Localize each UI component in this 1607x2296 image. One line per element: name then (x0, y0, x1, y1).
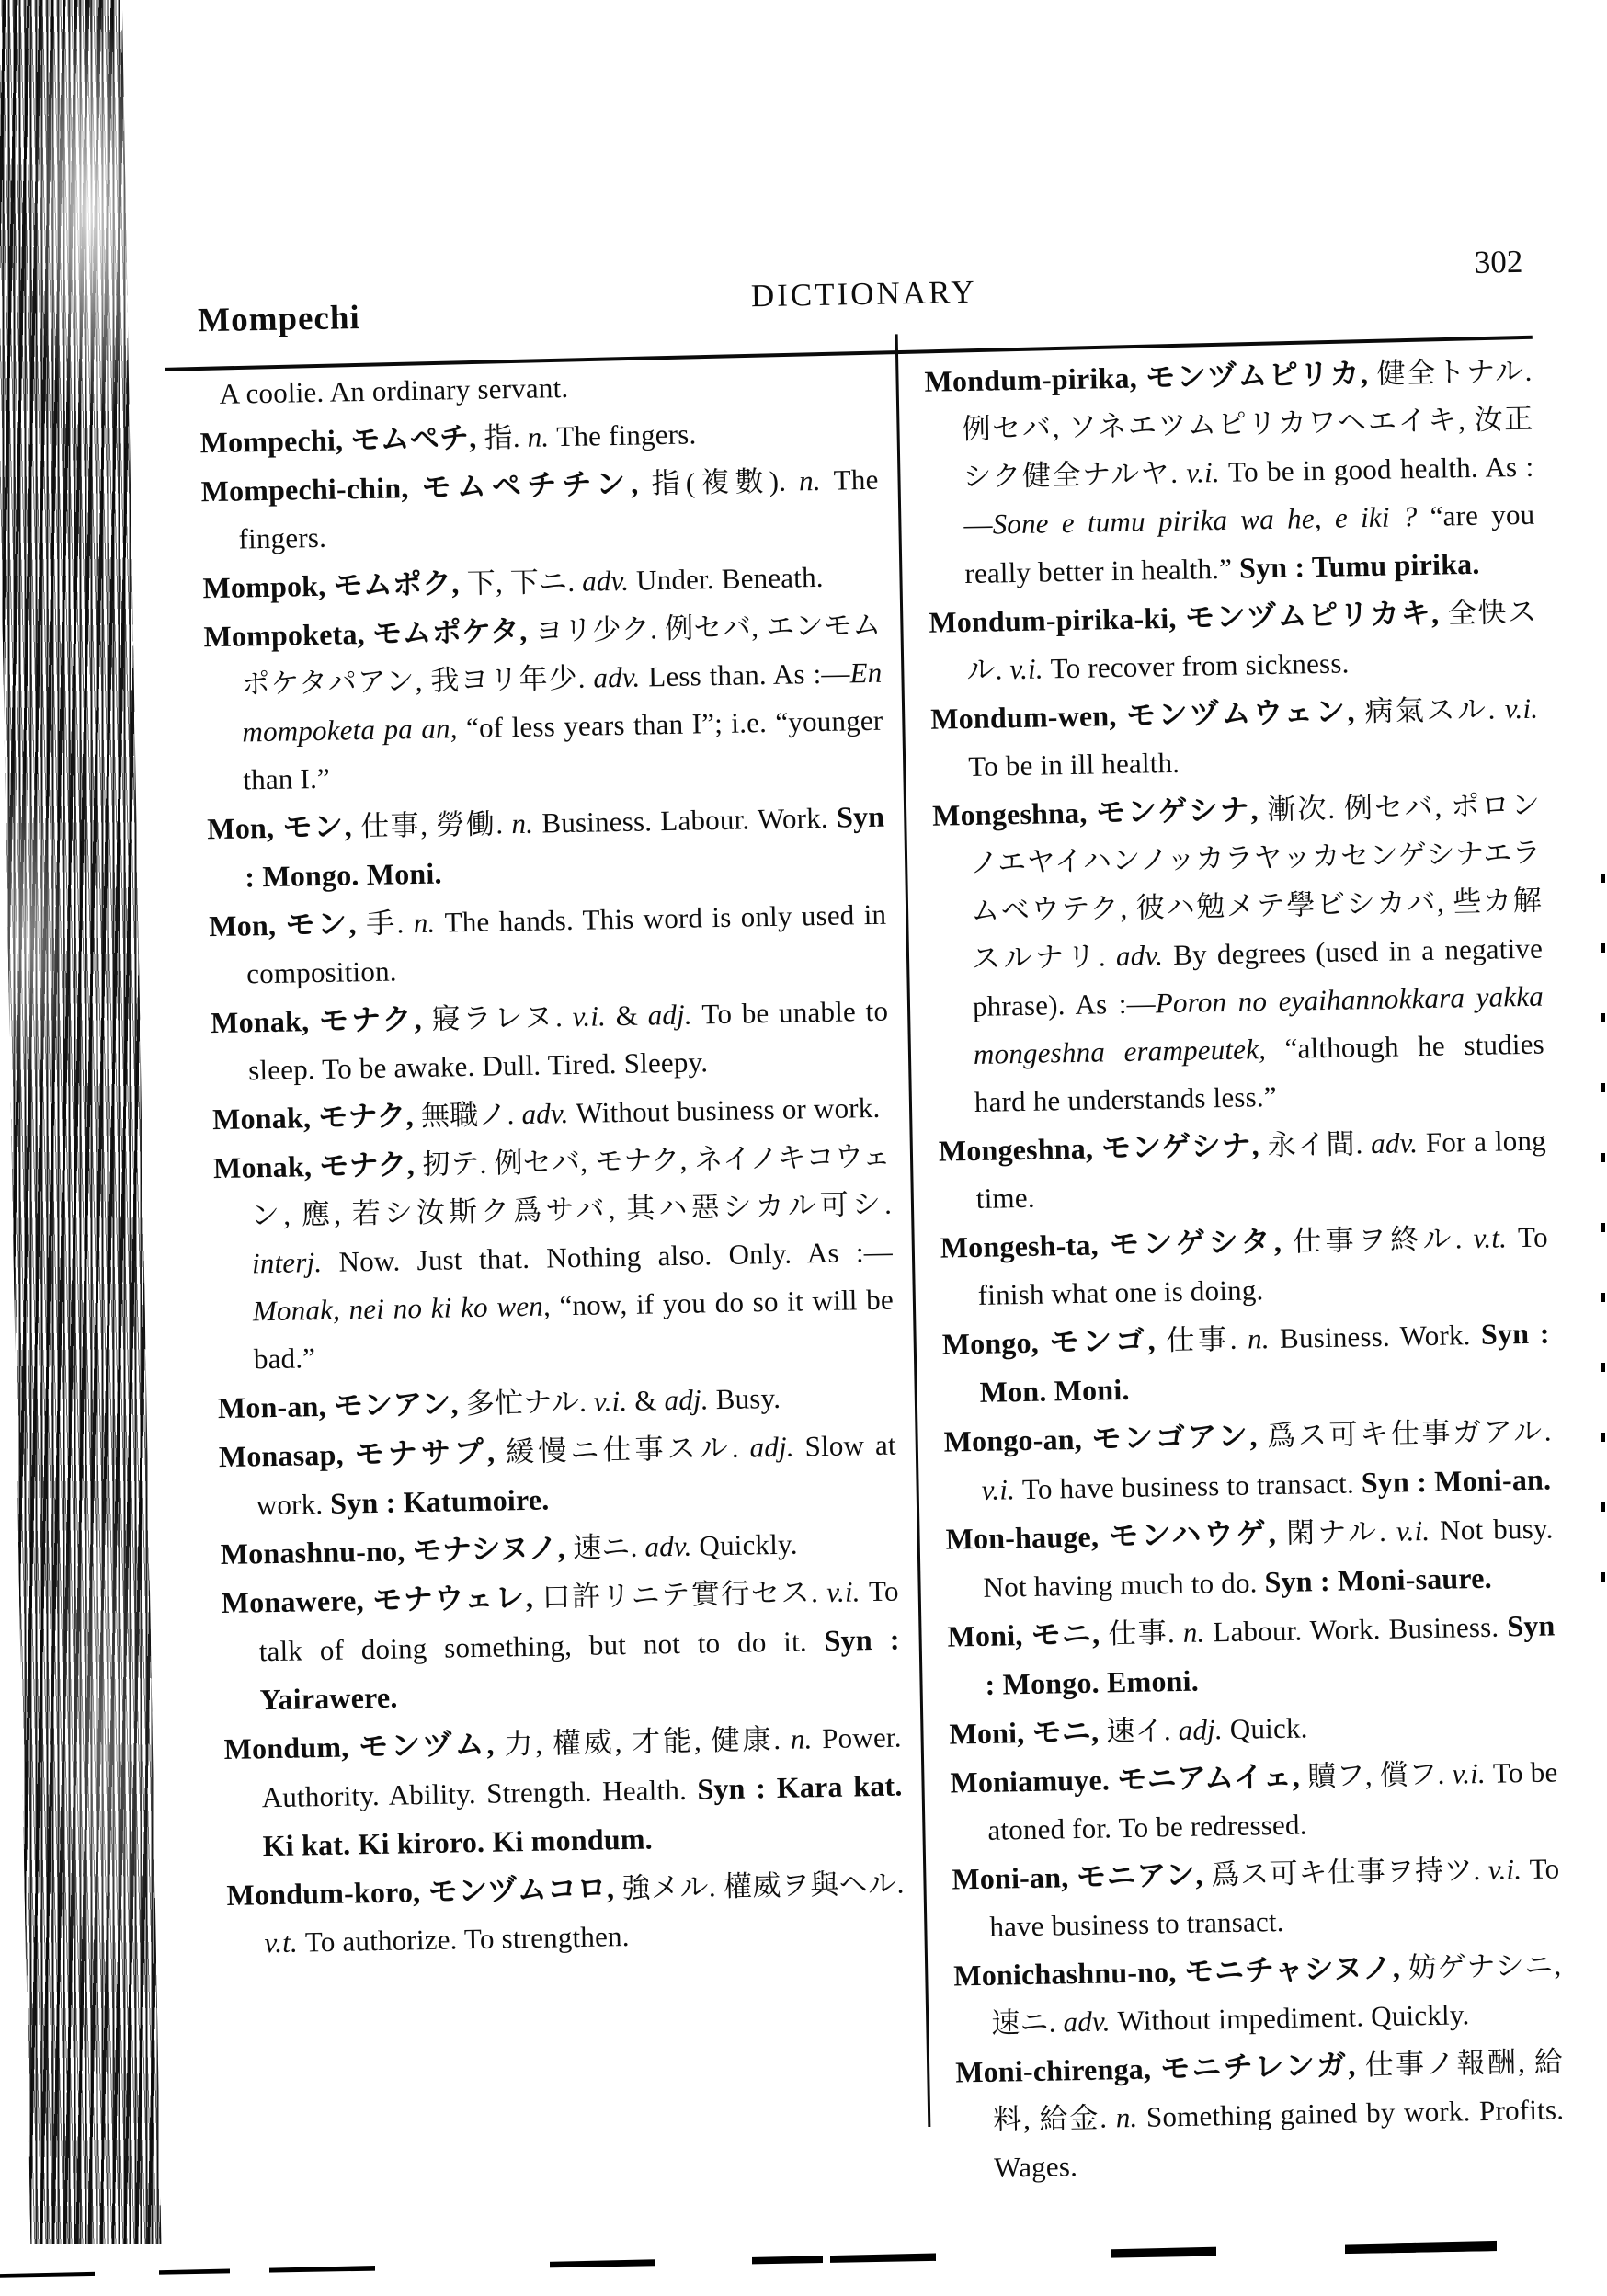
entry-segment: n. (1115, 2100, 1147, 2134)
entry-segment: adv. (593, 660, 649, 694)
entry-segment: adv. (1115, 938, 1174, 973)
dictionary-entry (203, 600, 884, 805)
entry-segment: Monashnu-no, モナシヌノ, (220, 1531, 574, 1571)
entry-segment: Syn : Katumoire. (329, 1482, 550, 1520)
entry-segment: Labour. Work. Business. (1213, 1610, 1508, 1649)
entry-segment: 病氣スル. (1363, 692, 1506, 728)
header-guide-word: Mompechi (197, 299, 361, 340)
entry-segment: 健全トナル. 例セバ, ソネエツムピリカワヘエイキ, 汝正シク健全ナルヤ. (962, 354, 1533, 494)
entry-segment: 速イ. (1106, 1714, 1180, 1748)
column-right (924, 347, 1565, 2193)
entry-segment: v.i. (1396, 1514, 1441, 1548)
dictionary-entry (932, 781, 1546, 1127)
entry-segment: 手. (365, 907, 415, 941)
entry-segment: Mon-an, モンアン, (217, 1387, 467, 1425)
dictionary-entry (924, 347, 1536, 599)
entry-segment: A coolie. An ordinary servant. (219, 371, 569, 410)
dictionary-entry (218, 1421, 897, 1530)
entry-segment: 仕事ノ報酬, 給料, 給金. (992, 2045, 1564, 2136)
entry-segment: Under. Beneath. (635, 560, 824, 597)
entry-segment: “although he studies hard he understands less.” (974, 1027, 1545, 1118)
entry-segment: Monak, nei no ki ko wen, (252, 1289, 560, 1328)
entry-segment: To authorize. To strengthen. (304, 1919, 630, 1959)
entry-segment: n. (790, 1722, 823, 1755)
entry-segment: 寢ラレヌ. (431, 1000, 573, 1035)
entry-segment: Mon-hauge, モンハウゲ, (945, 1515, 1287, 1556)
entry-segment: 下, 下ニ. (466, 565, 583, 600)
entry-segment: Slow at work. (256, 1428, 897, 1522)
entry-segment: Mongo, モンゴ, (941, 1323, 1167, 1361)
entry-segment: Monak, モナク, (210, 1001, 432, 1040)
entry-segment: 永イ間. (1267, 1127, 1372, 1162)
entry-segment: To be in ill health. (967, 746, 1180, 783)
entry-segment: v.i. (826, 1575, 870, 1608)
entry-segment: Moni, モニ, (947, 1616, 1109, 1653)
entry-segment: adv. (521, 1096, 576, 1130)
dictionary-entry (226, 1858, 906, 1967)
entry-segment: 力, 權威, 才能, 健康. (504, 1722, 792, 1761)
entry-segment: Mongeshna, モンゲシナ, (938, 1128, 1269, 1168)
entry-segment: n. (511, 806, 542, 840)
entry-segment: v.i. (1186, 455, 1229, 489)
entry-segment: Monak, モナク, (211, 1098, 422, 1137)
entry-segment: adv. (1063, 2005, 1118, 2039)
entry-segment: Mondum-koro, モンヅムコロ, (226, 1871, 622, 1912)
entry-segment: Mon, モン, (207, 809, 361, 846)
entry-segment: 閑ナル. (1285, 1514, 1397, 1549)
entry-segment: 速ニ. (572, 1530, 645, 1565)
entry-segment: 多忙ナル. (465, 1385, 595, 1421)
entry-segment: Busy. (715, 1381, 781, 1416)
entry-segment: Syn : Mon. Moni. (979, 1316, 1550, 1409)
entry-segment: Monak, モナク, (212, 1147, 423, 1185)
entry-segment: To have business to transact. (1021, 1467, 1362, 1506)
entry-segment: 無職ノ. (420, 1097, 522, 1132)
entry-segment: Mondum-pirika, モンヅムピリカ, (924, 356, 1377, 398)
entry-segment: 仕事. (1166, 1322, 1248, 1357)
entry-segment: Less than. As :— (647, 657, 850, 693)
entry-segment: The fingers. (238, 463, 879, 555)
entry-segment: Mompechi-chin, モムペチチン, (200, 466, 652, 508)
entry-segment: Mon, モン, (208, 907, 367, 943)
entry-segment: En mompoketa pa an, (242, 656, 883, 748)
entry-segment: “are you really better in health.” (964, 497, 1535, 590)
entry-segment: To be unable to sleep. To be awake. Dull. Tired. Sleepy. (247, 994, 889, 1087)
dictionary-entry (945, 1503, 1555, 1612)
entry-segment: v.i. (572, 1000, 607, 1033)
entry-segment: n. (1182, 1616, 1214, 1649)
entry-segment: Sone e tumu pirika wa he, e iki ? (992, 499, 1430, 541)
entry-segment: Syn : Mongo. Emoni. (985, 1608, 1556, 1701)
entry-segment: Mongo-an, モンゴアン, (943, 1419, 1268, 1458)
entry-segment: v.i. (981, 1473, 1023, 1506)
entry-segment: 扨テ. 例セバ, モナク, ネイノキコウェン, 應, 若シ汝斯ク爲サバ, 其ハ惡シカル可シ. (250, 1139, 893, 1232)
page-number: 302 (1474, 243, 1523, 280)
entry-segment: “of less years than I”; i.e. “younger than I.” (243, 703, 883, 796)
entry-segment: Syn : Tumu pirika. (1238, 546, 1480, 585)
entry-segment: Business. Work. (1279, 1318, 1482, 1354)
page-edge-specks (1601, 874, 1605, 1582)
entry-segment: Syn : Moni-an. (1361, 1462, 1552, 1500)
entry-segment: 指. (484, 420, 528, 454)
entry-segment: 仕事ヲ終ル. (1292, 1222, 1474, 1258)
entry-segment: 漸次. 例セバ, ポロンノエヤイハンノッカラヤッカセンゲシナエラムベウテク, 彼ハ勉メテ學ビシカバ, 些カ解スルナリ. (969, 788, 1543, 975)
entry-segment: & (605, 999, 648, 1033)
entry-segment: 口許リニテ實行セス. (541, 1575, 827, 1614)
dictionary-entry (953, 1940, 1563, 2048)
page-header (197, 243, 1531, 344)
dictionary-entry (209, 890, 888, 999)
entry-segment: The hands. This word is only used in composition. (245, 897, 887, 990)
entry-segment: Without impediment. Quickly. (1117, 1998, 1470, 2038)
entry-segment: Business. Labour. Work. (541, 801, 838, 840)
entry-segment: Quickly. (699, 1527, 798, 1562)
entry-segment: & (627, 1384, 665, 1417)
entry-segment: 贖フ, 償フ. (1306, 1757, 1453, 1793)
entry-segment: v.i. (593, 1384, 628, 1418)
entry-segment: Mondum-wen, モンヅムウェン, (929, 694, 1365, 736)
entry-segment: Not busy. Not having much to do. (983, 1512, 1554, 1604)
entry-segment: v.t. (264, 1925, 306, 1959)
entry-segment: ヨリ少ク. 例セバ, エンモムポケタパアン, 我ヨリ年少. (241, 608, 882, 701)
dictionary-entry (207, 793, 886, 902)
dictionary-entry (929, 588, 1538, 695)
entry-segment: For a long time. (975, 1124, 1547, 1215)
entry-segment: To be in good health. As :— (963, 450, 1534, 542)
entry-segment: The fingers. (555, 417, 697, 453)
dictionary-entry (221, 1567, 901, 1725)
dictionary-entry (211, 987, 890, 1095)
entry-segment: Moni-chirenga, モニチレンガ, (954, 2048, 1366, 2089)
entry-segment: v.i. (1504, 691, 1539, 725)
entry-segment: Moniamuye. モニアムイェ, (950, 1759, 1308, 1799)
entry-segment: 爲ス可キ仕事ヲ持ツ. (1211, 1853, 1489, 1891)
entry-segment: n. (1247, 1321, 1281, 1355)
entry-segment: Mongesh-ta, モンゲシタ, (940, 1224, 1294, 1264)
entry-segment: Mondum, モンヅム, (223, 1727, 505, 1766)
entry-segment: v.i. (1009, 652, 1052, 686)
entry-segment: To recover from sickness. (1050, 646, 1350, 685)
entry-segment: 指(複數). (651, 464, 800, 500)
entry-segment: Something gained by work. Profits. Wages. (993, 2093, 1565, 2184)
entry-segment: adj. (749, 1430, 805, 1464)
dictionary-entry (947, 1601, 1556, 1709)
entry-segment: Syn : Mongo. Moni. (244, 799, 885, 894)
entry-segment: adv. (581, 564, 637, 598)
entry-segment: 全快スル. (966, 595, 1537, 687)
dictionary-entry (930, 684, 1540, 792)
entry-segment: To finish what one is doing. (977, 1220, 1549, 1311)
entry-segment: adj. (1178, 1712, 1231, 1746)
entry-segment: adj. (647, 998, 702, 1032)
column-left (199, 359, 906, 1968)
entry-segment: To be atoned for. To be redressed. (987, 1755, 1558, 1846)
entry-segment: Mongeshna, モンゲシナ, (931, 793, 1268, 832)
entry-segment: interj. (251, 1245, 339, 1280)
dictionary-entry (223, 1713, 904, 1871)
entry-segment: 仕事, 勞働. (359, 807, 512, 843)
entry-segment: Monawere, モナウェレ, (221, 1580, 542, 1620)
entry-segment: Without business or work. (576, 1091, 881, 1129)
entry-segment: Quick. (1229, 1711, 1308, 1745)
dictionary-entry (941, 1309, 1551, 1418)
entry-segment: 妨ゲナシニ, 速ニ. (990, 1948, 1562, 2039)
entry-segment: To talk of doing something, but not to do it. (258, 1574, 899, 1668)
entry-segment: Syn : Yairawere. (259, 1622, 900, 1717)
entry-segment: Mompoketa, モムポケタ, (203, 613, 536, 654)
dictionary-entry (952, 1844, 1561, 1951)
entry-segment: Syn : Kara kat. Ki kat. Ki kiroro. Ki mondum. (262, 1768, 903, 1863)
entry-segment: Now. Just that. Nothing also. Only. As :— (338, 1235, 894, 1278)
entry-segment: By degrees (used in a negative phrase). As :— (972, 931, 1544, 1022)
dictionary-entry (940, 1213, 1549, 1320)
entry-segment: Power. Authority. Ability. Strength. Health. (261, 1720, 902, 1814)
entry-segment: n. (798, 463, 835, 497)
page-title: DICTIONARY (750, 273, 978, 314)
entry-segment: Moni-an, モニアン, (952, 1857, 1212, 1896)
dictionary-entry (213, 1132, 895, 1384)
entry-segment: 緩慢ニ仕事スル. (506, 1431, 750, 1468)
entry-segment: Monasap, モナサプ, (218, 1434, 507, 1474)
entry-segment: adv. (1370, 1125, 1427, 1160)
entry-segment: To have business to transact. (989, 1852, 1560, 1943)
entry-segment: Mondum-pirika-ki, モンヅムピリカキ, (929, 596, 1449, 639)
entry-segment: Moni, モニ, (949, 1714, 1107, 1751)
entry-segment: Mompechi, モムペチ, (199, 420, 484, 460)
dictionary-entry (938, 1116, 1547, 1224)
dictionary-entry (943, 1407, 1553, 1515)
entry-segment: Mompok, モムポク, (202, 565, 468, 605)
entry-segment: n. (527, 420, 557, 453)
dictionary-entry (955, 2037, 1566, 2192)
entry-segment: 強メル. 權威ヲ與ヘル. (621, 1867, 905, 1905)
entry-segment: v.i. (1487, 1853, 1530, 1886)
entry-segment: Syn : Moni-saure. (1264, 1560, 1493, 1599)
dictionary-entry (950, 1747, 1559, 1855)
entry-segment: 仕事. (1108, 1616, 1184, 1651)
entry-segment: adj. (664, 1383, 716, 1417)
entry-segment: 爲ス可キ仕事ガアル. (1266, 1414, 1552, 1453)
entry-segment: v.t. (1473, 1221, 1519, 1255)
entry-segment: v.i. (1452, 1756, 1494, 1790)
entry-segment: adv. (644, 1529, 700, 1563)
entry-segment: Poron no eyaihannokkara yakka mongeshna erampeutek, (973, 979, 1544, 1070)
entry-segment: Monichashnu-no, モニチャシヌノ, (953, 1950, 1409, 1993)
entry-segment: n. (413, 906, 445, 940)
entry-segment: “now, if you do so it will be bad.” (253, 1283, 895, 1376)
dictionary-entry (200, 455, 880, 564)
